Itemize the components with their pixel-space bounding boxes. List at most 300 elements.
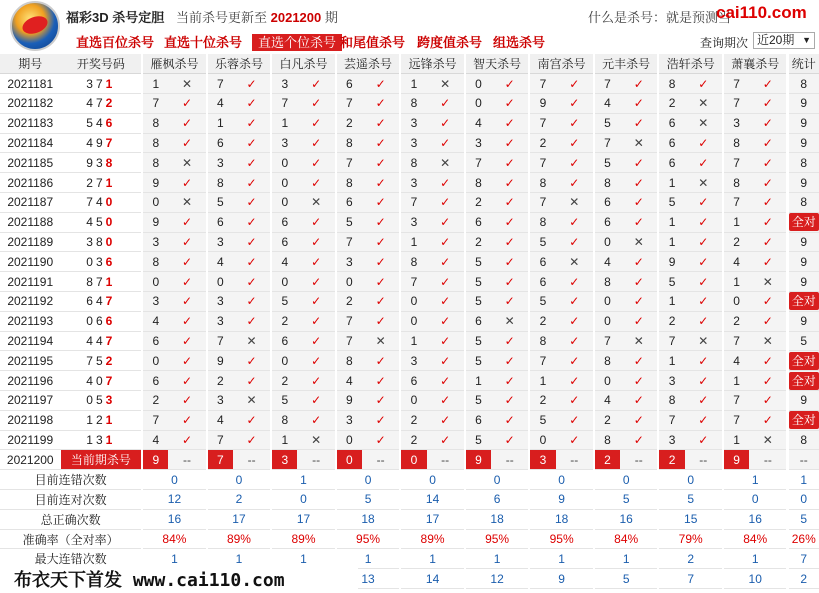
kill-number: 8	[337, 351, 362, 371]
kill-number: 6	[466, 311, 491, 331]
kill-number: 3	[337, 410, 362, 430]
correct-check-icon: ✓	[620, 153, 657, 173]
kill-number: 1	[272, 430, 297, 450]
kill-number: 0	[272, 153, 297, 173]
correct-check-icon: ✓	[685, 410, 722, 430]
expert-header: 元丰杀号	[595, 54, 658, 74]
row-stat: 8	[789, 153, 819, 173]
kill-number: 1	[401, 331, 426, 351]
correct-check-icon: ✓	[233, 351, 270, 371]
stats-value: 16	[724, 509, 787, 529]
correct-check-icon: ✓	[297, 133, 334, 153]
correct-check-icon: ✓	[362, 292, 399, 312]
kill-number: 3	[401, 212, 426, 232]
draw-digit: 4	[86, 96, 96, 111]
kill-number: 7	[208, 331, 233, 351]
correct-check-icon: ✓	[556, 311, 593, 331]
kill-number: 5	[208, 193, 233, 213]
correct-check-icon: ✓	[749, 292, 786, 312]
correct-check-icon: ✓	[427, 173, 464, 193]
stats-value: 12	[466, 569, 529, 589]
correct-check-icon: ✓	[362, 232, 399, 252]
issue-number: 2021199	[0, 430, 61, 450]
correct-check-icon: ✓	[233, 410, 270, 430]
correct-check-icon: ✓	[168, 410, 205, 430]
pending-mark: --	[620, 450, 657, 470]
current-period-row	[0, 450, 819, 470]
kill-number: 0	[401, 292, 426, 312]
draw-numbers	[61, 272, 142, 292]
correct-check-icon: ✓	[491, 113, 528, 133]
correct-check-icon: ✓	[491, 272, 528, 292]
wrong-cross-icon: ✕	[556, 252, 593, 272]
kill-number: 2	[530, 391, 555, 411]
kill-number: 3	[272, 74, 297, 94]
kill-number: 7	[337, 311, 362, 331]
correct-check-icon: ✓	[491, 173, 528, 193]
stats-label: 目前连错次数	[0, 470, 141, 490]
expert-header: 浩轩杀号	[659, 54, 722, 74]
kill-number: 0	[530, 430, 555, 450]
kill-number: 8	[208, 173, 233, 193]
kill-number: 1	[659, 232, 684, 252]
stats-value: 1	[143, 549, 206, 569]
what-is-kill-number-link[interactable]: 什么是杀号：就是预测当	[588, 10, 732, 25]
kill-number: 0	[143, 351, 168, 371]
correct-check-icon: ✓	[556, 173, 593, 193]
kill-number: 0	[337, 272, 362, 292]
kill-number: 3	[659, 430, 684, 450]
site-domain[interactable]: cai110.com	[716, 3, 807, 22]
current-label: 当前期杀号	[61, 450, 142, 470]
stats-value: 1	[466, 549, 529, 569]
kill-number: 0	[272, 272, 297, 292]
stats-value: 13	[337, 569, 400, 589]
kill-number: 6	[208, 212, 233, 232]
correct-check-icon: ✓	[297, 113, 334, 133]
correct-check-icon: ✓	[168, 391, 205, 411]
kill-number: 3	[208, 153, 233, 173]
correct-check-icon: ✓	[362, 133, 399, 153]
correct-check-icon: ✓	[620, 371, 657, 391]
nav-tab-3[interactable]: 和尾值杀号	[340, 35, 406, 50]
kill-number: 3	[208, 391, 233, 411]
correct-check-icon: ✓	[427, 133, 464, 153]
correct-check-icon: ✓	[362, 173, 399, 193]
kill-number: 3	[659, 371, 684, 391]
nav-tab-2[interactable]: 直选个位杀号	[252, 34, 342, 51]
table-row	[0, 74, 819, 94]
correct-check-icon: ✓	[427, 331, 464, 351]
correct-check-icon: ✓	[685, 232, 722, 252]
kill-number: 6	[401, 371, 426, 391]
row-stat: 9	[789, 272, 819, 292]
kill-number: 6	[659, 153, 684, 173]
draw-digit: 3	[86, 235, 96, 250]
draw-digit: 2	[86, 175, 96, 190]
correct-check-icon: ✓	[297, 252, 334, 272]
correct-check-icon: ✓	[362, 311, 399, 331]
table-header	[0, 54, 819, 74]
kill-number: 7	[724, 153, 749, 173]
kill-number: 2	[208, 371, 233, 391]
wrong-cross-icon: ✕	[685, 173, 722, 193]
kill-number: 2	[659, 94, 684, 114]
current-kill-number: 2	[659, 450, 684, 470]
draw-digit: 7	[95, 76, 106, 91]
correct-check-icon: ✓	[233, 133, 270, 153]
kill-number: 4	[724, 252, 749, 272]
kill-number: 7	[337, 94, 362, 114]
correct-check-icon: ✓	[233, 153, 270, 173]
correct-check-icon: ✓	[297, 272, 334, 292]
all-correct-badge: 全对	[789, 372, 819, 390]
stats-label: 准确率（全对率）	[0, 529, 141, 549]
correct-check-icon: ✓	[427, 430, 464, 450]
wrong-cross-icon: ✕	[168, 153, 205, 173]
kill-number: 1	[530, 371, 555, 391]
draw-digit: 7	[86, 353, 96, 368]
wrong-cross-icon: ✕	[233, 331, 270, 351]
period-select[interactable]	[753, 32, 815, 49]
correct-check-icon: ✓	[620, 430, 657, 450]
current-stat: --	[789, 450, 819, 470]
current-issue: 2021200	[0, 450, 61, 470]
kill-number: 5	[595, 113, 620, 133]
kill-number: 3	[143, 232, 168, 252]
correct-check-icon: ✓	[427, 351, 464, 371]
kill-number: 4	[595, 252, 620, 272]
kill-number: 8	[466, 173, 491, 193]
correct-check-icon: ✓	[556, 292, 593, 312]
correct-check-icon: ✓	[168, 311, 205, 331]
correct-check-icon: ✓	[362, 153, 399, 173]
row-stat: 9	[789, 113, 819, 133]
draw-digit: 1	[105, 433, 116, 448]
kill-number: 7	[401, 193, 426, 213]
kill-number: 9	[337, 391, 362, 411]
correct-check-icon: ✓	[297, 173, 334, 193]
stats-total: 2	[789, 569, 819, 589]
kill-number: 5	[595, 153, 620, 173]
correct-check-icon: ✓	[556, 232, 593, 252]
kill-number: 7	[530, 74, 555, 94]
stats-value: 0	[724, 490, 787, 510]
table-body	[0, 74, 819, 589]
correct-check-icon: ✓	[620, 272, 657, 292]
kill-number: 3	[208, 292, 233, 312]
draw-digit: 3	[95, 433, 106, 448]
kill-number: 5	[466, 391, 491, 411]
correct-check-icon: ✓	[168, 232, 205, 252]
correct-check-icon: ✓	[297, 292, 334, 312]
kill-number: 3	[401, 173, 426, 193]
kill-number: 2	[337, 292, 362, 312]
correct-check-icon: ✓	[749, 252, 786, 272]
row-stat: 8	[789, 74, 819, 94]
stats-value: 18	[530, 509, 593, 529]
correct-check-icon: ✓	[362, 371, 399, 391]
current-kill-number: 0	[337, 450, 362, 470]
draw-digit: 8	[86, 274, 96, 289]
correct-check-icon: ✓	[233, 311, 270, 331]
issue-number: 2021188	[0, 212, 61, 232]
draw-digit: 8	[105, 155, 116, 170]
expert-header: 雁枫杀号	[143, 54, 206, 74]
draw-digit: 5	[86, 116, 96, 131]
nav-tab-4[interactable]: 跨度值杀号	[417, 35, 483, 50]
correct-check-icon: ✓	[168, 351, 205, 371]
kill-number: 7	[724, 331, 749, 351]
period-label: 查询期次	[700, 36, 749, 50]
draw-numbers	[61, 113, 142, 133]
kill-number: 8	[530, 212, 555, 232]
kill-number: 1	[401, 232, 426, 252]
table-row	[0, 232, 819, 252]
kill-number: 7	[208, 430, 233, 450]
stats-value: 5	[337, 490, 400, 510]
kill-number: 4	[337, 371, 362, 391]
draw-digit: 7	[105, 334, 116, 349]
correct-check-icon: ✓	[297, 153, 334, 173]
kill-number: 0	[595, 311, 620, 331]
kill-number: 7	[401, 272, 426, 292]
kill-number: 0	[143, 272, 168, 292]
correct-check-icon: ✓	[556, 113, 593, 133]
table-row	[0, 193, 819, 213]
draw-digit: 4	[95, 116, 106, 131]
kill-number: 9	[659, 252, 684, 272]
wrong-cross-icon: ✕	[427, 74, 464, 94]
draw-digit: 0	[95, 373, 106, 388]
row-stat: 8	[789, 430, 819, 450]
draw-digit: 4	[86, 373, 96, 388]
correct-check-icon: ✓	[427, 272, 464, 292]
correct-check-icon: ✓	[168, 272, 205, 292]
correct-check-icon: ✓	[685, 193, 722, 213]
all-correct-badge: 全对	[789, 352, 819, 370]
correct-check-icon: ✓	[556, 371, 593, 391]
kill-number: 3	[401, 133, 426, 153]
issue-number: 2021198	[0, 410, 61, 430]
stats-value: 1	[208, 549, 271, 569]
kill-number: 5	[466, 351, 491, 371]
kill-number: 8	[659, 391, 684, 411]
correct-check-icon: ✓	[427, 410, 464, 430]
kill-number: 2	[530, 133, 555, 153]
stats-row	[0, 470, 819, 490]
table-row	[0, 371, 819, 391]
kill-number: 5	[337, 212, 362, 232]
correct-check-icon: ✓	[233, 74, 270, 94]
kill-number: 8	[401, 153, 426, 173]
draw-numbers	[61, 410, 142, 430]
correct-check-icon: ✓	[556, 212, 593, 232]
kill-number: 0	[401, 311, 426, 331]
draw-numbers	[61, 212, 142, 232]
correct-check-icon: ✓	[168, 430, 205, 450]
correct-check-icon: ✓	[620, 351, 657, 371]
issue-number: 2021187	[0, 193, 61, 213]
wrong-cross-icon: ✕	[427, 153, 464, 173]
stats-value: 12	[143, 490, 206, 510]
current-kill-number: 9	[466, 450, 491, 470]
correct-check-icon: ✓	[556, 430, 593, 450]
draw-digit: 5	[95, 215, 106, 230]
issue-number: 2021186	[0, 173, 61, 193]
stats-value: 1	[595, 549, 658, 569]
row-stat	[789, 410, 819, 430]
correct-check-icon: ✓	[749, 212, 786, 232]
draw-digit: 0	[86, 314, 96, 329]
kill-number: 3	[466, 133, 491, 153]
correct-check-icon: ✓	[297, 410, 334, 430]
kill-number: 7	[659, 331, 684, 351]
draw-digit: 7	[105, 373, 116, 388]
stats-value: 84%	[143, 529, 206, 549]
stats-row	[0, 509, 819, 529]
kill-number: 6	[530, 252, 555, 272]
draw-digit: 1	[105, 413, 116, 428]
wrong-cross-icon: ✕	[620, 331, 657, 351]
correct-check-icon: ✓	[233, 252, 270, 272]
kill-number: 7	[337, 331, 362, 351]
correct-check-icon: ✓	[491, 252, 528, 272]
draw-digit: 7	[95, 274, 106, 289]
row-stat	[789, 371, 819, 391]
correct-check-icon: ✓	[749, 133, 786, 153]
correct-check-icon: ✓	[491, 331, 528, 351]
issue-number: 2021189	[0, 232, 61, 252]
issue-number: 2021196	[0, 371, 61, 391]
stats-label: 最大连错次数	[0, 549, 141, 569]
kill-number: 7	[595, 74, 620, 94]
kill-number: 2	[724, 311, 749, 331]
expert-header: 乐蓉杀号	[208, 54, 271, 74]
nav-tab-5[interactable]: 组选杀号	[493, 35, 546, 50]
correct-check-icon: ✓	[233, 292, 270, 312]
wrong-cross-icon: ✕	[297, 430, 334, 450]
correct-check-icon: ✓	[685, 133, 722, 153]
kill-number: 1	[272, 113, 297, 133]
kill-number: 8	[143, 252, 168, 272]
correct-check-icon: ✓	[685, 292, 722, 312]
nav-tab-0[interactable]: 直选百位杀号	[76, 35, 155, 50]
row-stat: 9	[789, 311, 819, 331]
kill-number: 2	[466, 232, 491, 252]
issue-number: 2021192	[0, 292, 61, 312]
kill-number: 5	[466, 292, 491, 312]
correct-check-icon: ✓	[491, 193, 528, 213]
stats-value: 15	[659, 509, 722, 529]
pending-mark: --	[297, 450, 334, 470]
kill-number: 8	[143, 153, 168, 173]
kill-number: 3	[143, 292, 168, 312]
stats-value: 9	[530, 569, 593, 589]
draw-digit: 6	[105, 314, 116, 329]
wrong-cross-icon: ✕	[491, 311, 528, 331]
expert-header: 南宫杀号	[530, 54, 593, 74]
table-row	[0, 94, 819, 114]
kill-number: 1	[466, 371, 491, 391]
kill-number: 1	[724, 430, 749, 450]
draw-digit: 1	[105, 76, 116, 91]
kill-number: 2	[595, 410, 620, 430]
current-kill-number: 2	[595, 450, 620, 470]
draw-numbers	[61, 173, 142, 193]
draw-digit: 0	[86, 254, 96, 269]
stats-value: 1	[272, 549, 335, 569]
correct-check-icon: ✓	[168, 371, 205, 391]
stats-value: 0	[143, 470, 206, 490]
kill-number: 6	[272, 232, 297, 252]
draw-digit: 5	[95, 353, 106, 368]
stats-value: 1	[401, 549, 464, 569]
correct-check-icon: ✓	[620, 292, 657, 312]
stats-total: 5	[789, 509, 819, 529]
draw-digit: 4	[86, 136, 96, 151]
correct-check-icon: ✓	[297, 351, 334, 371]
kill-number: 1	[143, 74, 168, 94]
correct-check-icon: ✓	[620, 193, 657, 213]
kill-number: 0	[401, 391, 426, 411]
kill-number: 8	[143, 113, 168, 133]
issue-number: 2021190	[0, 252, 61, 272]
stats-value: 95%	[466, 529, 529, 549]
correct-check-icon: ✓	[685, 74, 722, 94]
correct-check-icon: ✓	[362, 410, 399, 430]
correct-check-icon: ✓	[491, 232, 528, 252]
draw-digit: 1	[86, 413, 96, 428]
kill-number: 4	[143, 311, 168, 331]
stats-value: 89%	[272, 529, 335, 549]
kill-number: 7	[208, 74, 233, 94]
wrong-cross-icon: ✕	[749, 331, 786, 351]
draw-digit: 0	[105, 235, 116, 250]
correct-check-icon: ✓	[233, 430, 270, 450]
correct-check-icon: ✓	[685, 212, 722, 232]
kill-number: 1	[724, 212, 749, 232]
kill-number: 1	[659, 351, 684, 371]
issue-number: 2021194	[0, 331, 61, 351]
row-stat	[789, 212, 819, 232]
kill-number: 7	[595, 331, 620, 351]
current-kill-number: 7	[208, 450, 233, 470]
kill-number: 5	[530, 292, 555, 312]
correct-check-icon: ✓	[491, 371, 528, 391]
correct-check-icon: ✓	[556, 351, 593, 371]
draw-digit: 8	[95, 235, 106, 250]
draw-digit: 4	[95, 294, 106, 309]
kill-number: 8	[724, 133, 749, 153]
kill-number: 4	[208, 252, 233, 272]
kill-number: 2	[466, 193, 491, 213]
correct-check-icon: ✓	[749, 371, 786, 391]
correct-check-icon: ✓	[749, 153, 786, 173]
kill-number: 6	[659, 113, 684, 133]
table-row	[0, 113, 819, 133]
nav-tab-1[interactable]: 直选十位杀号	[164, 35, 243, 50]
correct-check-icon: ✓	[233, 212, 270, 232]
stats-value: 79%	[659, 529, 722, 549]
kill-number: 9	[143, 212, 168, 232]
correct-check-icon: ✓	[297, 94, 334, 114]
correct-check-icon: ✓	[233, 371, 270, 391]
kill-number: 2	[401, 410, 426, 430]
period-select-value: 近20期	[757, 33, 795, 47]
table-row	[0, 173, 819, 193]
stats-row	[0, 549, 819, 569]
